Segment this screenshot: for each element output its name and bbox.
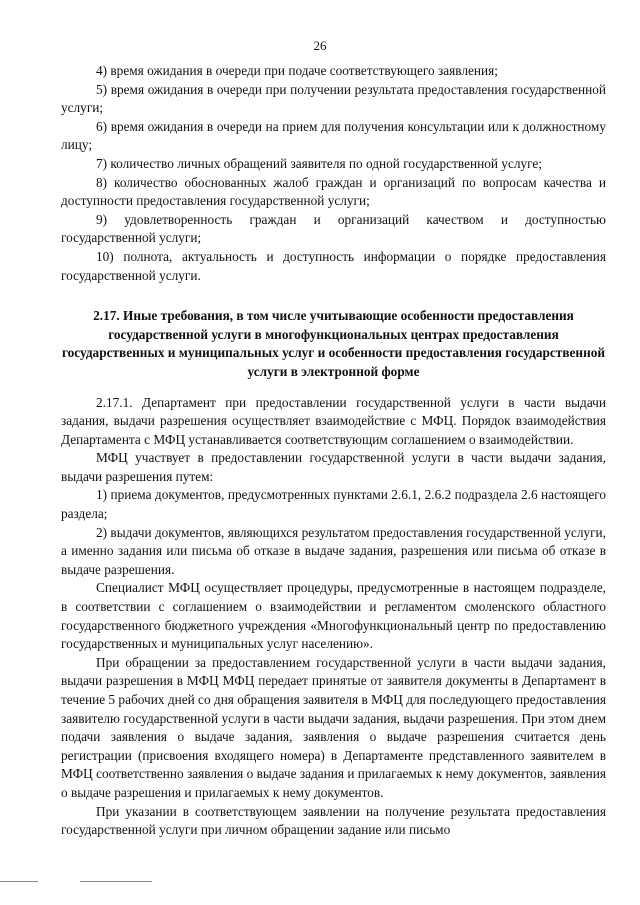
section-heading: 2.17. Иные требования, в том числе учитывающие особенности предоставления государственной услуги в многофункциональных центрах предоставления государственных и муниципальных услуг и особенности предоставления государственной услуги в электронной форме bbox=[61, 308, 606, 379]
paragraph: При указании в соответствующем заявлении на получение результата предоставления государственной услуги при личном обращении задание или письмо bbox=[61, 803, 606, 838]
footer-rule-left bbox=[0, 881, 38, 882]
list-item: 5) время ожидания в очереди при получении результата предоставления государственной услуги; bbox=[61, 81, 606, 116]
list-item: 9) удовлетворенность граждан и организаций качеством и доступностью государственной услуги; bbox=[61, 211, 606, 246]
footer-rules bbox=[0, 881, 640, 883]
list-item: 8) количество обоснованных жалоб граждан и организаций по вопросам качества и доступности предоставления государственной услуги; bbox=[61, 174, 606, 209]
list-item: 7) количество личных обращений заявителя по одной государственной услуге; bbox=[96, 155, 543, 171]
list-item: 4) время ожидания в очереди при подаче соответствующего заявления; bbox=[96, 63, 498, 78]
paragraph: 2.17.1. Департамент при предоставлении государственной услуги в части выдачи задания, выдачи разрешения осуществляет взаимодействие с МФЦ. Порядок взаимодействия Департамента с МФЦ устанавливается соответствующим соглашением о взаимодействии. bbox=[61, 394, 606, 447]
paragraph: Специалист МФЦ осуществляет процедуры, предусмотренные в настоящем подразделе, в соответствии с соглашением о взаимодействии и регламентом смоленского областного государственного бюджетного учреждения «Многофункциональный центр по предоставлению государственных и муниципальных услуг населению». bbox=[61, 580, 606, 652]
page-number: 26 bbox=[313, 38, 327, 53]
paragraph: При обращении за предоставлением государственной услуги в части выдачи задания, выдачи разрешения в МФЦ МФЦ передает принятые от заявителя документы в Департамент в течение 5 рабочих дней со дня обращения заявителя в МФЦ для последующего предоставления заявителю государственной услуги в части выдачи задания, выдачи разрешения. При этом днем подачи заявления о выдаче задания, заявления о выдаче разрешения считается день регистрации (присвоения входящего номера) в Департаменте представленного заявителем в МФЦ соответственно заявления о выдаче задания и прилагаемых к нему документов, заявления о выдаче разрешения и прилагаемых к нему документов. bbox=[61, 654, 607, 800]
paragraph: 2) выдачи документов, являющихся результатом предоставления государственной услуги, а именно задания или письма об отказе в выдаче задания, разрешения или письма об отказе в выдаче разрешения. bbox=[61, 524, 606, 577]
document-body bbox=[61, 62, 606, 840]
paragraph: 1) приема документов, предусмотренных пунктами 2.6.1, 2.6.2 подраздела 2.6 настоящего раздела; bbox=[61, 487, 606, 522]
list-item: 6) время ожидания в очереди на прием для получения консультации или к должностному лицу; bbox=[61, 118, 606, 153]
list-item: 10) полнота, актуальность и доступность информации о порядке предоставления государственной услуги. bbox=[61, 248, 606, 283]
footer-rule-right bbox=[80, 881, 152, 882]
paragraph: МФЦ участвует в предоставлении государственной услуги в части выдачи задания, выдачи разрешения путем: bbox=[61, 450, 606, 484]
